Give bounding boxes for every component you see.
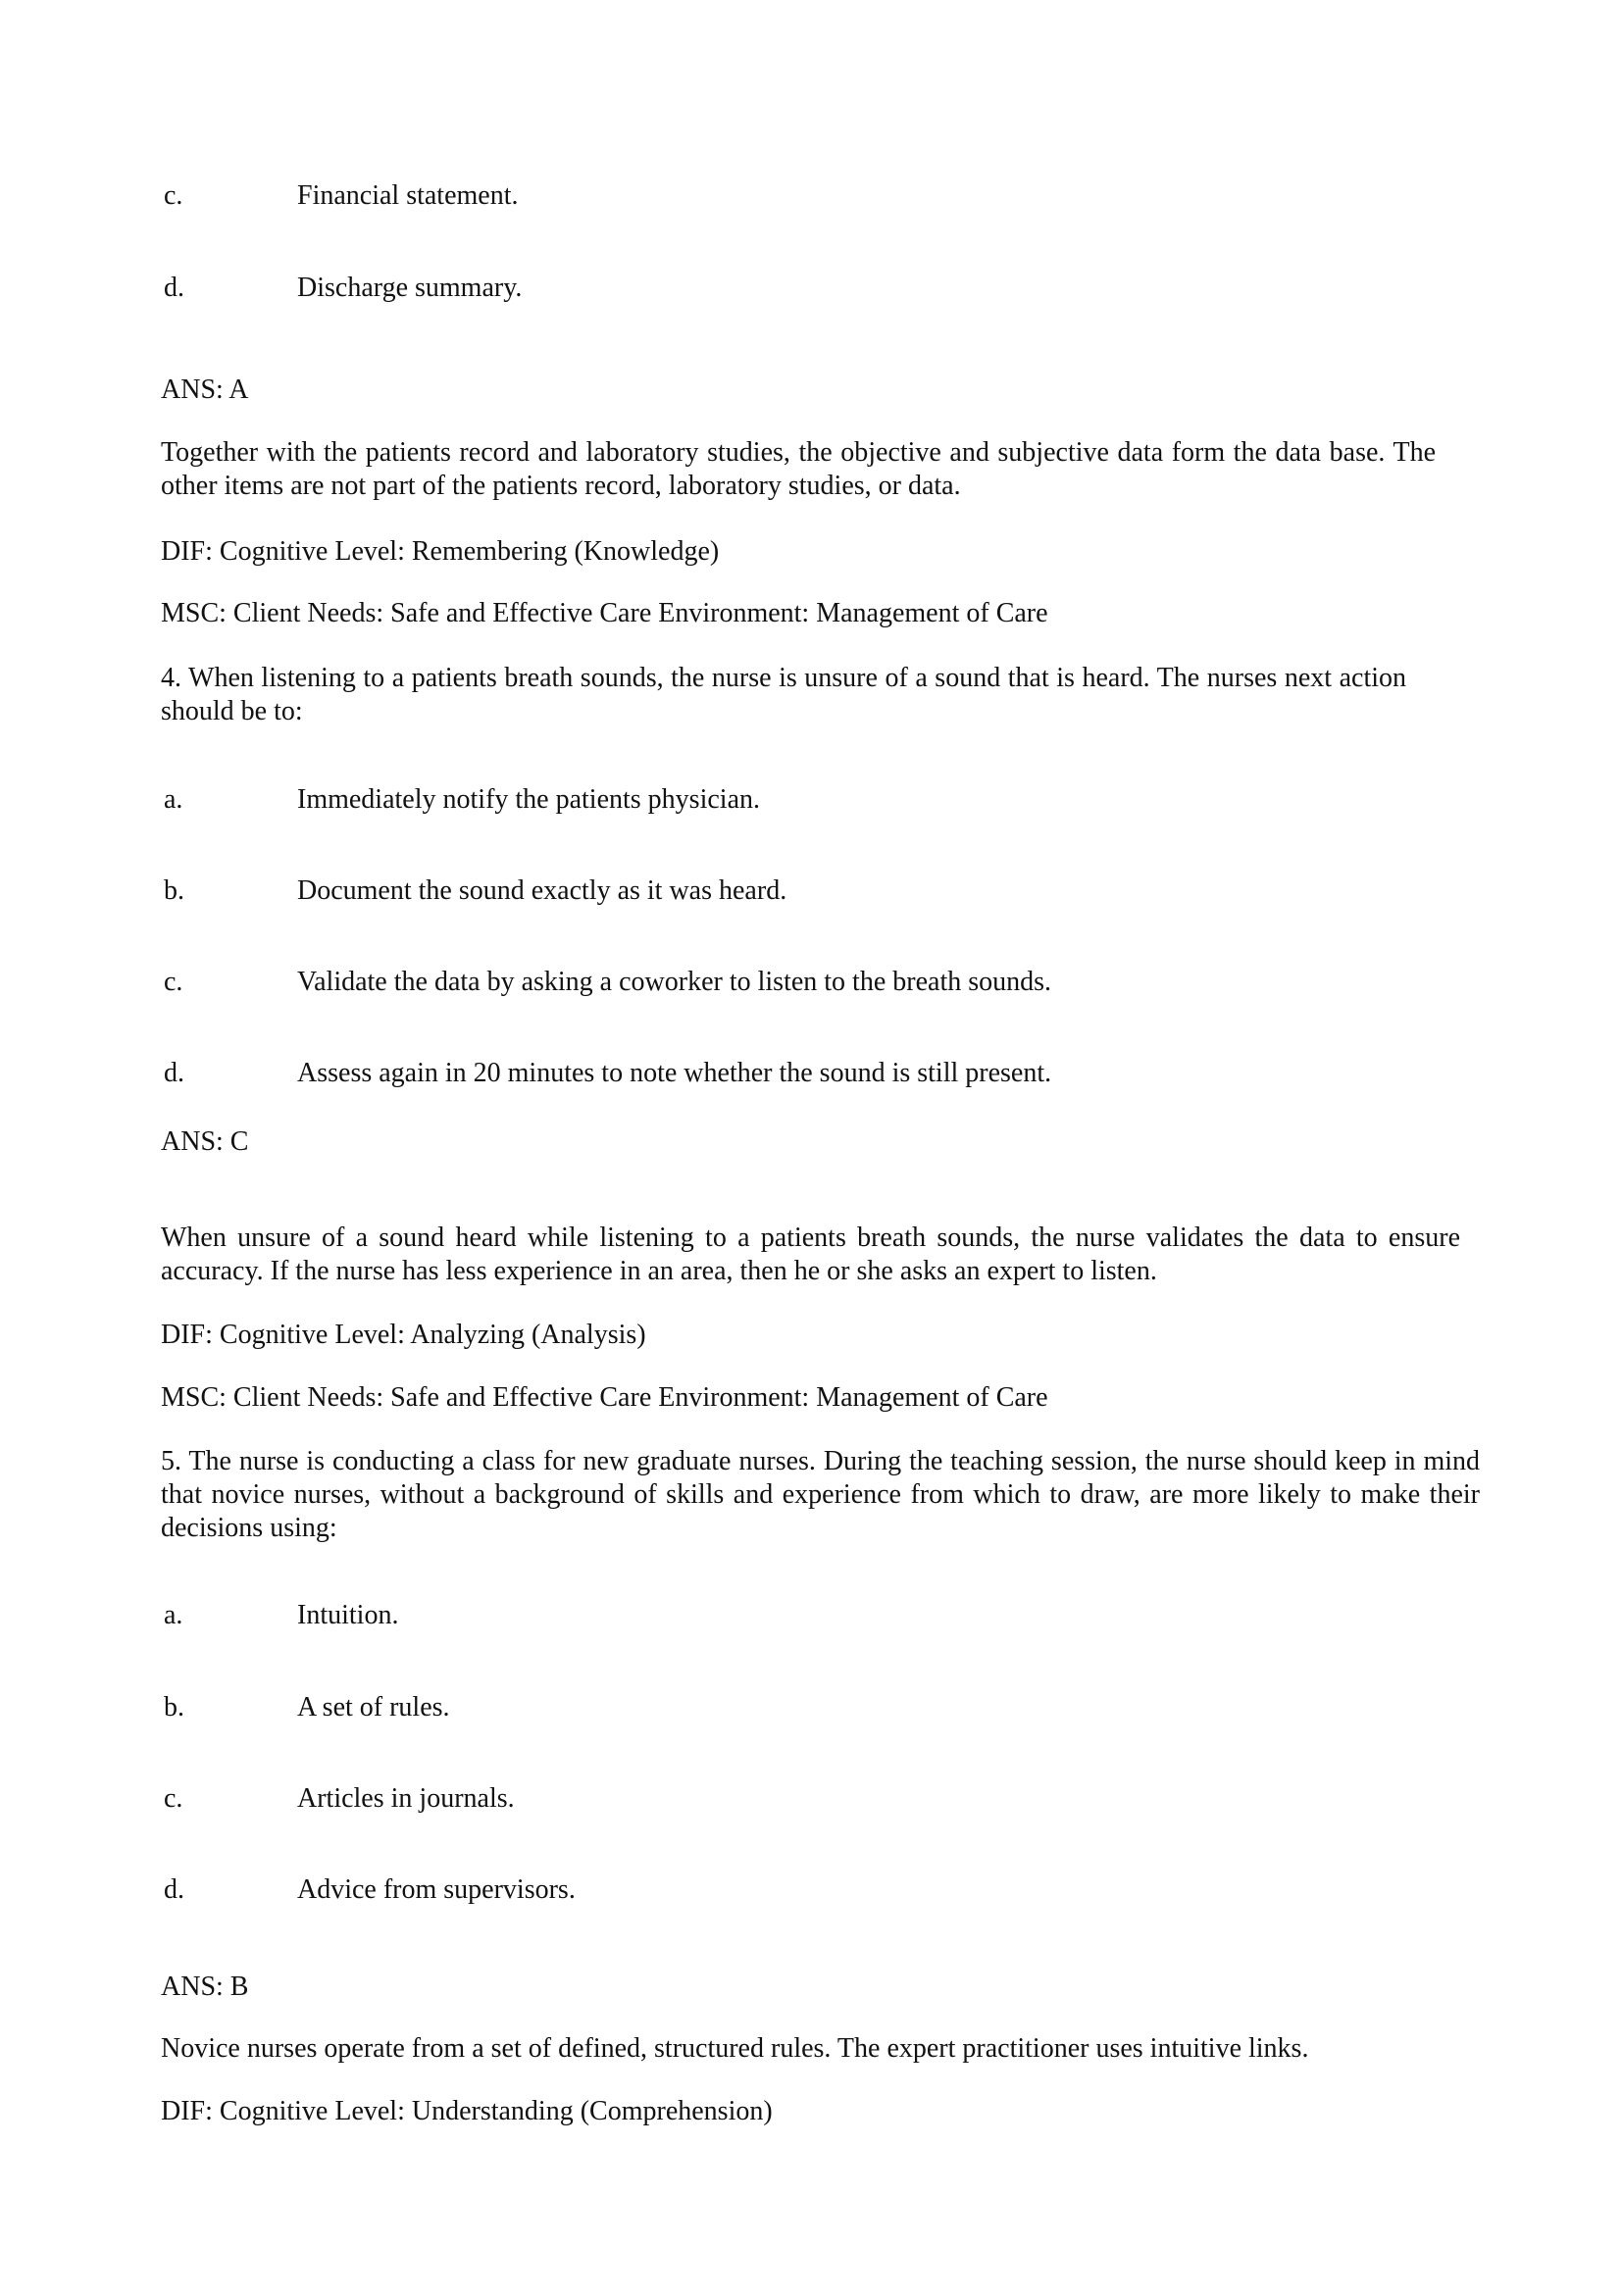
rationale-text: Novice nurses operate from a set of defined, structured rules. The expert practitioner uses intuitive links. bbox=[161, 2033, 1309, 2064]
option-text: Document the sound exactly as it was heard. bbox=[297, 875, 787, 906]
option-letter: c. bbox=[164, 180, 183, 211]
option-letter: a. bbox=[164, 784, 183, 815]
option-letter: b. bbox=[164, 875, 184, 906]
msc-label: MSC: Client Needs: Safe and Effective Care Environment: Management of Care bbox=[161, 1382, 1048, 1413]
difficulty-label: DIF: Cognitive Level: Remembering (Knowledge) bbox=[161, 536, 720, 567]
msc-label: MSC: Client Needs: Safe and Effective Care Environment: Management of Care bbox=[161, 598, 1048, 628]
question-stem: 5. The nurse is conducting a class for new graduate nurses. During the teaching session, the nurse should keep in mind that novice nurses, without a background of skills and experience from which to draw, are more likely to make their decisions using: bbox=[161, 1446, 1480, 1543]
rationale-text: Together with the patients record and laboratory studies, the objective and subjective data form the data base. The other items are not part of the patients record, laboratory studies, or data. bbox=[161, 437, 1436, 501]
option-text: Intuition. bbox=[297, 1600, 399, 1630]
option-text: Immediately notify the patients physician. bbox=[297, 784, 760, 815]
option-text: A set of rules. bbox=[297, 1692, 450, 1722]
difficulty-label: DIF: Cognitive Level: Understanding (Comprehension) bbox=[161, 2096, 773, 2126]
rationale-text: When unsure of a sound heard while listening to a patients breath sounds, the nurse validates the data to ensure accuracy. If the nurse has less experience in an area, then he or she asks an expert to listen. bbox=[161, 1223, 1460, 1286]
option-text: Financial statement. bbox=[297, 180, 519, 211]
question-stem: 4. When listening to a patients breath sounds, the nurse is unsure of a sound that is heard. The nurses next action should be to: bbox=[161, 663, 1406, 726]
option-letter: d. bbox=[164, 273, 184, 303]
option-text: Articles in journals. bbox=[297, 1783, 515, 1814]
option-text: Validate the data by asking a coworker to listen to the breath sounds. bbox=[297, 967, 1052, 997]
option-text: Advice from supervisors. bbox=[297, 1874, 576, 1905]
option-text: Discharge summary. bbox=[297, 273, 523, 303]
answer-label: ANS: B bbox=[161, 1972, 249, 2002]
option-letter: d. bbox=[164, 1058, 184, 1088]
option-letter: b. bbox=[164, 1692, 184, 1722]
option-letter: c. bbox=[164, 1783, 183, 1814]
option-letter: c. bbox=[164, 967, 183, 997]
option-text: Assess again in 20 minutes to note whether the sound is still present. bbox=[297, 1058, 1052, 1088]
difficulty-label: DIF: Cognitive Level: Analyzing (Analysis) bbox=[161, 1320, 646, 1350]
answer-label: ANS: A bbox=[161, 374, 249, 405]
answer-label: ANS: C bbox=[161, 1126, 249, 1157]
option-letter: a. bbox=[164, 1600, 183, 1630]
option-letter: d. bbox=[164, 1874, 184, 1905]
